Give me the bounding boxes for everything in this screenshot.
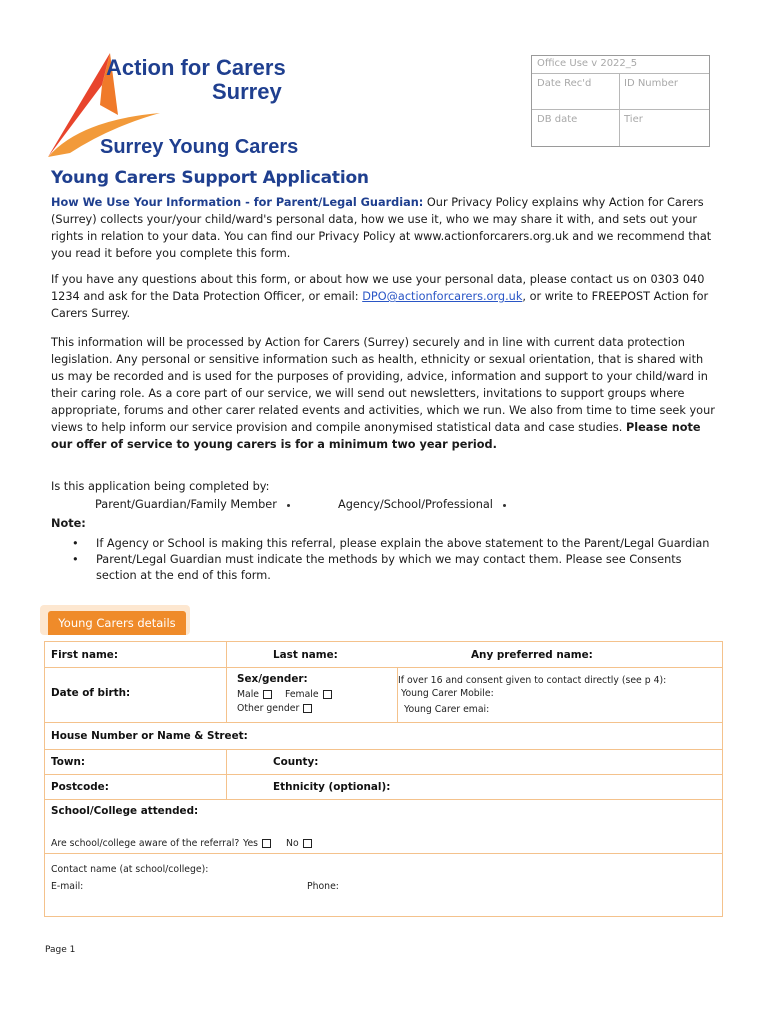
first-name-field[interactable]: First name: xyxy=(51,649,118,661)
option-agency[interactable] xyxy=(338,498,506,511)
preferred-name-field[interactable]: Any preferred name: xyxy=(471,649,593,661)
female-label: Female xyxy=(285,689,319,700)
last-name-field[interactable]: Last name: xyxy=(273,649,338,661)
completed-by-question: Is this application being completed by: xyxy=(51,480,270,493)
section-tab-young-carers: Young Carers details xyxy=(48,611,186,635)
questions-text-after: , or write to FREEPOST Action for Carers Surrey. xyxy=(51,290,709,320)
house-street-field[interactable]: House Number or Name & Street: xyxy=(51,730,248,742)
female-option[interactable] xyxy=(285,689,332,700)
questions-paragraph xyxy=(51,271,717,322)
note-item: • Parent/Legal Guardian must indicate the methods by which we may contact them. Please see Consents section at the end of this form. xyxy=(72,552,722,584)
male-option[interactable] xyxy=(237,689,272,700)
page-number: Page 1 xyxy=(45,945,76,955)
date-recd-label: Date Rec'd xyxy=(537,78,592,89)
action-for-carers-logo xyxy=(40,45,300,163)
privacy-text: Our Privacy Policy explains why Action for Carers (Surrey) collects your/your child/ward's personal data, how we use it, who we may share it with, and sets out your rights in relation to your data. You can find our Privacy Policy at www.actionforcarers.org.uk and we recommend that you read it before you complete this form. xyxy=(51,196,712,260)
school-aware-question: Are school/college aware of the referral? xyxy=(51,838,240,849)
other-gender-checkbox[interactable] xyxy=(303,704,312,713)
sex-gender-label: Sex/gender: xyxy=(237,673,308,685)
male-label: Male xyxy=(237,689,260,700)
office-use-box xyxy=(531,55,710,147)
school-field[interactable]: School/College attended: xyxy=(51,805,199,817)
carer-mobile-field[interactable]: Young Carer Mobile: xyxy=(401,688,494,699)
contact-email-field[interactable]: E-mail: xyxy=(51,881,84,892)
option-agency-marker[interactable] xyxy=(503,504,506,507)
logo-line3: Surrey Young Carers xyxy=(100,136,299,158)
option-parent-label: Parent/Guardian/Family Member xyxy=(95,498,277,511)
female-checkbox[interactable] xyxy=(323,690,332,699)
office-use-header: Office Use v 2022_5 xyxy=(537,58,638,69)
logo-line1: Action for Carers xyxy=(106,55,286,80)
tier-label: Tier xyxy=(624,114,643,125)
processing-bold: Please note our offer of service to young carers is for a minimum two year period. xyxy=(51,421,701,451)
town-field[interactable]: Town: xyxy=(51,756,85,768)
option-agency-label: Agency/School/Professional xyxy=(338,498,493,511)
questions-text: If you have any questions about this form, or about how we use your personal data, please contact us on 0303 040 1234 and ask for the Data Protection Officer, or email: xyxy=(51,273,705,303)
db-date-label: DB date xyxy=(537,114,578,125)
page-title: Young Carers Support Application xyxy=(51,168,369,188)
contact-name-field[interactable]: Contact name (at school/college): xyxy=(51,864,209,875)
id-number-label: ID Number xyxy=(624,78,678,89)
dob-field[interactable]: Date of birth: xyxy=(51,687,131,699)
over16-note: If over 16 and consent given to contact directly (see p 4): xyxy=(398,675,667,686)
school-aware-yes[interactable] xyxy=(243,838,271,849)
county-field[interactable]: County: xyxy=(273,756,319,768)
processing-text: This information will be processed by Action for Carers (Surrey) securely and in line with current data protection legislation. Any personal or sensitive information such as health, ethnicity or sexual orientation, that is shared with us may be recorded and is used for the purposes of providing, advice, information and support to your child/ward in their caring role. As a core part of our service, we will send out newsletters, invitations to support groups where appropriate, forums and other carer related events and activities, which we run. We also from time to time seek your views to help inform our service provision and compile anonymised statistical data and case studies. xyxy=(51,336,715,434)
note-item: • If Agency or School is making this referral, please explain the above statement to the Parent/Legal Guardian xyxy=(72,536,722,552)
young-carers-details-form xyxy=(44,641,723,917)
no-label: No xyxy=(286,838,299,849)
ethnicity-field[interactable]: Ethnicity (optional): xyxy=(273,781,391,793)
other-gender-label: Other gender xyxy=(237,703,300,714)
postcode-field[interactable]: Postcode: xyxy=(51,781,109,793)
note-label: Note: xyxy=(51,517,86,530)
yes-label: Yes xyxy=(243,838,259,849)
yes-checkbox[interactable] xyxy=(262,839,271,848)
note-list xyxy=(72,536,722,584)
privacy-paragraph xyxy=(51,194,717,262)
processing-paragraph xyxy=(51,334,717,453)
no-checkbox[interactable] xyxy=(303,839,312,848)
carer-email-field[interactable]: Young Carer emai: xyxy=(404,704,490,715)
option-parent-marker[interactable] xyxy=(287,504,290,507)
other-gender-option[interactable] xyxy=(237,703,312,714)
contact-phone-field[interactable]: Phone: xyxy=(307,881,339,892)
male-checkbox[interactable] xyxy=(263,690,272,699)
option-parent[interactable] xyxy=(95,498,290,511)
logo-line2: Surrey xyxy=(212,79,282,104)
dpo-email-link[interactable]: DPO@actionforcarers.org.uk xyxy=(362,290,523,303)
school-aware-no[interactable] xyxy=(286,838,312,849)
privacy-lead: How We Use Your Information - for Parent/Legal Guardian: xyxy=(51,196,424,209)
